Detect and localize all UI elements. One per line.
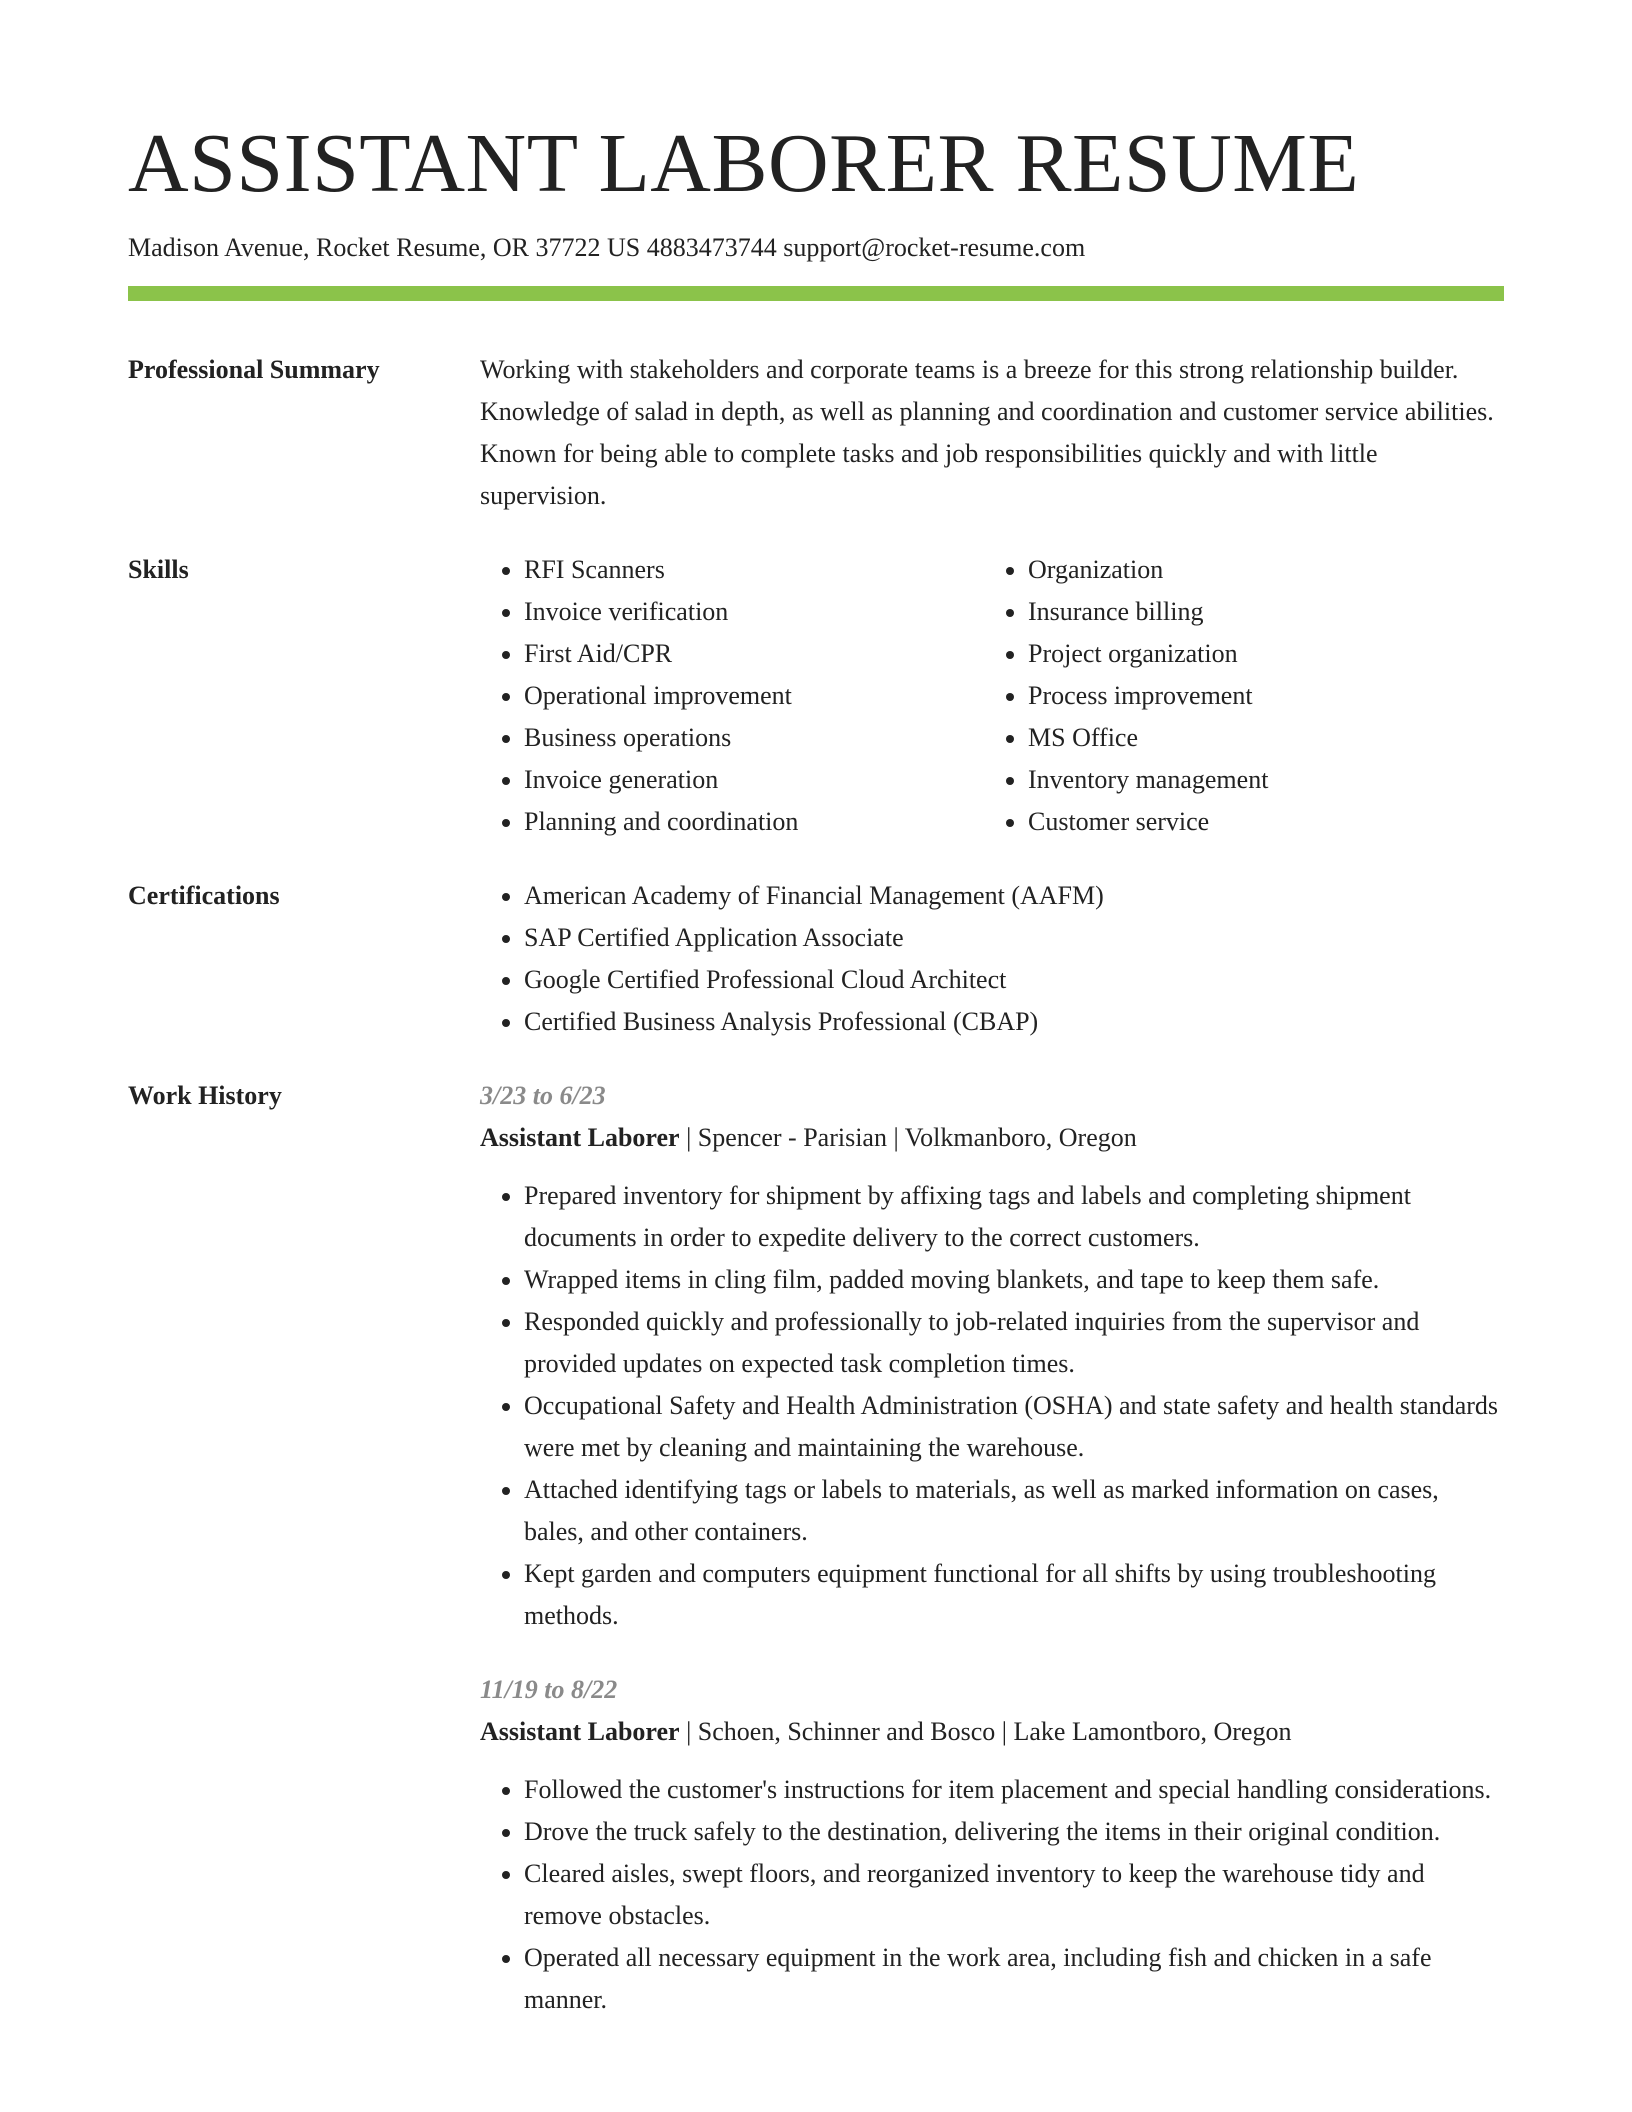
skill-item: • RFI Scanners (524, 549, 984, 591)
job-title: Assistant Laborer (480, 1717, 680, 1746)
job-role-line (480, 1117, 1504, 1159)
certifications-list (480, 875, 1504, 1043)
resume-title: ASSISTANT LABORER RESUME (128, 117, 1360, 210)
certification-item: • Certified Business Analysis Professional (CBAP) (524, 1001, 1504, 1043)
job-bullet: • Drove the truck safely to the destination, delivering the items in their original condition. (524, 1811, 1504, 1853)
job-entry (480, 1669, 1504, 2021)
skill-item: • Process improvement (1028, 675, 1488, 717)
skills-column-left (480, 549, 984, 843)
skill-item: • MS Office (1028, 717, 1488, 759)
skills-column-right (984, 549, 1488, 843)
certifications-content (480, 875, 1504, 1043)
job-entry (480, 1075, 1504, 1637)
job-employer-location: | Schoen, Schinner and Bosco | Lake Lamontboro, Oregon (679, 1717, 1292, 1746)
header-divider (128, 286, 1504, 301)
skills-heading: Skills (128, 555, 189, 584)
skill-item: • Invoice verification (524, 591, 984, 633)
skill-item: • Inventory management (1028, 759, 1488, 801)
job-bullets (480, 1769, 1504, 2021)
job-dates: 3/23 to 6/23 (480, 1081, 606, 1110)
job-bullet: • Kept garden and computers equipment functional for all shifts by using troubleshooting methods. (524, 1553, 1504, 1637)
skills-content (480, 549, 1504, 843)
summary-text: Working with stakeholders and corporate teams is a breeze for this strong relationship builder. Knowledge of salad in depth, as well as planning and coordination and customer service abilities. Known for being able to complete tasks and job responsibilities quickly and with little supervision. (480, 355, 1494, 510)
job-bullet: • Occupational Safety and Health Administration (OSHA) and state safety and health standards were met by cleaning and maintaining the warehouse. (524, 1385, 1504, 1469)
job-bullet: • Operated all necessary equipment in the work area, including fish and chicken in a safe manner. (524, 1937, 1504, 2021)
certification-item: • Google Certified Professional Cloud Architect (524, 959, 1504, 1001)
skill-item: • Business operations (524, 717, 984, 759)
certifications-heading: Certifications (128, 881, 280, 910)
job-bullet: • Prepared inventory for shipment by affixing tags and labels and completing shipment documents in order to expedite delivery to the correct customers. (524, 1175, 1504, 1259)
skills-list-right (984, 549, 1488, 843)
skill-item: • First Aid/CPR (524, 633, 984, 675)
job-bullet: • Responded quickly and professionally to job-related inquiries from the supervisor and provided updates on expected task completion times. (524, 1301, 1504, 1385)
skill-item: • Planning and coordination (524, 801, 984, 843)
work-history-heading: Work History (128, 1081, 282, 1110)
certification-item: • American Academy of Financial Management (AAFM) (524, 875, 1504, 917)
certification-item: • SAP Certified Application Associate (524, 917, 1504, 959)
skill-item: • Operational improvement (524, 675, 984, 717)
job-bullets (480, 1175, 1504, 1637)
skill-item: • Organization (1028, 549, 1488, 591)
job-bullet: • Cleared aisles, swept floors, and reorganized inventory to keep the warehouse tidy and remove obstacles. (524, 1853, 1504, 1937)
skill-item: • Insurance billing (1028, 591, 1488, 633)
skill-item: • Customer service (1028, 801, 1488, 843)
summary-content (480, 349, 1504, 517)
job-bullet: • Wrapped items in cling film, padded moving blankets, and tape to keep them safe. (524, 1259, 1504, 1301)
job-employer-location: | Spencer - Parisian | Volkmanboro, Oregon (679, 1123, 1137, 1152)
skill-item: • Invoice generation (524, 759, 984, 801)
job-bullet: • Attached identifying tags or labels to materials, as well as marked information on cases, bales, and other containers. (524, 1469, 1504, 1553)
job-role-line (480, 1711, 1504, 1753)
job-dates: 11/19 to 8/22 (480, 1675, 618, 1704)
job-bullet: • Followed the customer's instructions for item placement and special handling considerations. (524, 1769, 1504, 1811)
contact-line: Madison Avenue, Rocket Resume, OR 37722 US 4883473744 support@rocket-resume.com (128, 233, 1086, 262)
job-title: Assistant Laborer (480, 1123, 680, 1152)
summary-heading: Professional Summary (128, 355, 380, 384)
skills-list-left (480, 549, 984, 843)
work-history-content (480, 1075, 1504, 2021)
skill-item: • Project organization (1028, 633, 1488, 675)
